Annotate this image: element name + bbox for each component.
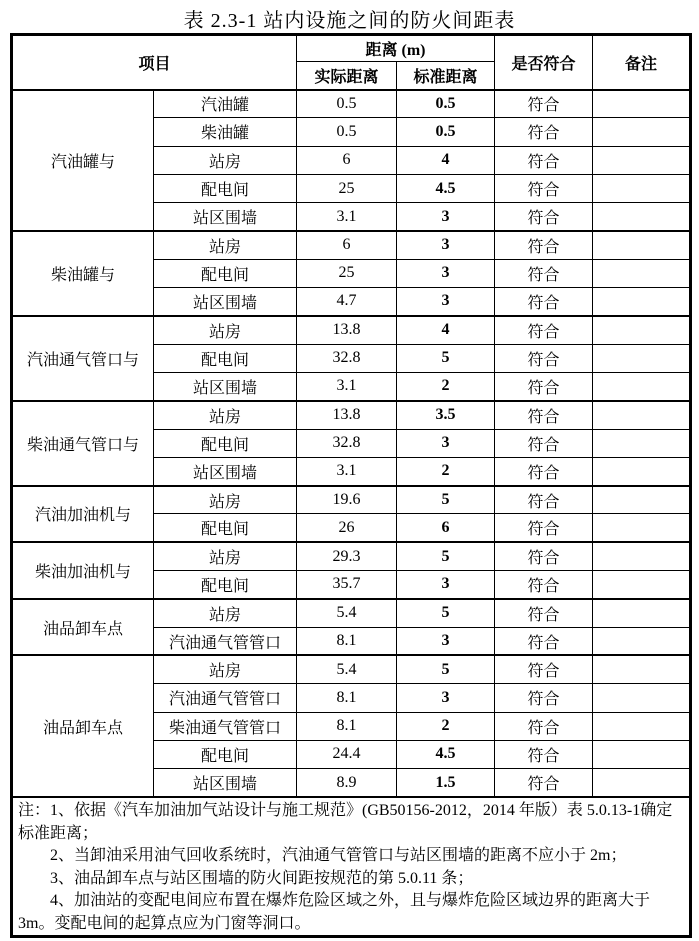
actual-distance-cell: 25 (297, 259, 397, 287)
compliance-cell: 符合 (495, 655, 593, 683)
actual-distance-cell: 0.5 (297, 118, 397, 146)
standard-distance-cell: 0.5 (397, 90, 495, 118)
compliance-cell: 符合 (495, 174, 593, 202)
standard-distance-cell: 3 (397, 259, 495, 287)
group-name-cell: 柴油加油机与 (12, 542, 154, 599)
remark-cell (593, 401, 691, 429)
actual-distance-cell: 35.7 (297, 571, 397, 599)
compliance-cell: 符合 (495, 457, 593, 485)
table-row (12, 655, 691, 683)
compliance-cell: 符合 (495, 627, 593, 655)
actual-distance-cell: 4.7 (297, 288, 397, 316)
compliance-cell: 符合 (495, 599, 593, 627)
remark-cell (593, 486, 691, 514)
actual-distance-cell: 0.5 (297, 90, 397, 118)
compliance-cell: 符合 (495, 231, 593, 259)
note-4: 4、加油站的变配电间应布置在爆炸危险区域之外，且与爆炸危险区域边界的距离大于 3m。变配电间的起算点应为门窗等洞口。 (18, 892, 651, 932)
standard-distance-cell: 3 (397, 429, 495, 457)
remark-cell (593, 316, 691, 344)
item-cell: 站区围墙 (154, 288, 297, 316)
item-cell: 配电间 (154, 740, 297, 768)
actual-distance-cell: 5.4 (297, 599, 397, 627)
item-cell: 站房 (154, 146, 297, 174)
standard-distance-cell: 4.5 (397, 174, 495, 202)
item-cell: 站房 (154, 486, 297, 514)
remark-cell (593, 259, 691, 287)
table-row (12, 599, 691, 627)
compliance-cell: 符合 (495, 203, 593, 231)
standard-distance-cell: 5 (397, 344, 495, 372)
item-cell: 柴油通气管管口 (154, 712, 297, 740)
item-cell: 站房 (154, 316, 297, 344)
standard-distance-cell: 2 (397, 372, 495, 400)
standard-distance-cell: 3 (397, 684, 495, 712)
actual-distance-cell: 8.9 (297, 769, 397, 797)
compliance-cell: 符合 (495, 769, 593, 797)
group-name-cell: 汽油通气管口与 (12, 316, 154, 401)
standard-distance-cell: 5 (397, 599, 495, 627)
actual-distance-cell: 5.4 (297, 655, 397, 683)
compliance-cell: 符合 (495, 288, 593, 316)
remark-cell (593, 118, 691, 146)
compliance-cell: 符合 (495, 740, 593, 768)
actual-distance-cell: 32.8 (297, 344, 397, 372)
item-cell: 站房 (154, 599, 297, 627)
note-3: 3、油品卸车点与站区围墙的防火间距按规范的第 5.0.11 条； (50, 869, 474, 887)
compliance-cell: 符合 (495, 118, 593, 146)
compliance-cell: 符合 (495, 571, 593, 599)
item-cell: 汽油通气管管口 (154, 684, 297, 712)
actual-distance-cell: 8.1 (297, 684, 397, 712)
item-cell: 配电间 (154, 344, 297, 372)
item-cell: 柴油罐 (154, 118, 297, 146)
fire-distance-table (10, 33, 692, 938)
item-cell: 配电间 (154, 514, 297, 542)
compliance-cell: 符合 (495, 90, 593, 118)
header-distance: 距离 (m) (297, 35, 495, 62)
note-1: 注：1、依据《汽车加油加气站设计与施工规范》(GB50156-2012，2014 年版）表 5.0.13-1确定标准距离； (18, 801, 673, 842)
table-row (12, 90, 691, 118)
actual-distance-cell: 3.1 (297, 457, 397, 485)
table-row (12, 231, 691, 259)
table-row (12, 316, 691, 344)
actual-distance-cell: 13.8 (297, 316, 397, 344)
page-title: 表 2.3-1 站内设施之间的防火间距表 (183, 10, 516, 32)
group-name-cell: 柴油通气管口与 (12, 401, 154, 486)
actual-distance-cell: 26 (297, 514, 397, 542)
standard-distance-cell: 3 (397, 571, 495, 599)
compliance-cell: 符合 (495, 486, 593, 514)
standard-distance-cell: 1.5 (397, 769, 495, 797)
remark-cell (593, 712, 691, 740)
standard-distance-cell: 2 (397, 457, 495, 485)
item-cell: 站区围墙 (154, 203, 297, 231)
standard-distance-cell: 5 (397, 486, 495, 514)
table-row (12, 542, 691, 570)
compliance-cell: 符合 (495, 684, 593, 712)
compliance-cell: 符合 (495, 712, 593, 740)
compliance-cell: 符合 (495, 344, 593, 372)
actual-distance-cell: 3.1 (297, 372, 397, 400)
group-name-cell: 汽油加油机与 (12, 486, 154, 543)
remark-cell (593, 542, 691, 570)
group-name-cell: 汽油罐与 (12, 90, 154, 231)
notes-cell (12, 797, 691, 937)
item-cell: 站房 (154, 542, 297, 570)
header-project: 项目 (12, 35, 297, 90)
remark-cell (593, 429, 691, 457)
table-row (12, 401, 691, 429)
standard-distance-cell: 3 (397, 203, 495, 231)
actual-distance-cell: 13.8 (297, 401, 397, 429)
group-name-cell: 柴油罐与 (12, 231, 154, 316)
remark-cell (593, 655, 691, 683)
standard-distance-cell: 0.5 (397, 118, 495, 146)
item-cell: 配电间 (154, 429, 297, 457)
standard-distance-cell: 3 (397, 231, 495, 259)
compliance-cell: 符合 (495, 429, 593, 457)
header-remark: 备注 (593, 35, 691, 90)
item-cell: 汽油通气管管口 (154, 627, 297, 655)
actual-distance-cell: 6 (297, 231, 397, 259)
remark-cell (593, 203, 691, 231)
standard-distance-cell: 2 (397, 712, 495, 740)
compliance-cell: 符合 (495, 259, 593, 287)
remark-cell (593, 457, 691, 485)
standard-distance-cell: 3.5 (397, 401, 495, 429)
standard-distance-cell: 6 (397, 514, 495, 542)
remark-cell (593, 740, 691, 768)
actual-distance-cell: 8.1 (297, 627, 397, 655)
remark-cell (593, 90, 691, 118)
compliance-cell: 符合 (495, 372, 593, 400)
standard-distance-cell: 3 (397, 627, 495, 655)
item-cell: 站区围墙 (154, 769, 297, 797)
item-cell: 汽油罐 (154, 90, 297, 118)
note-2: 2、当卸油采用油气回收系统时，汽油通气管管口与站区围墙的距离不应小于 2m； (50, 847, 627, 865)
remark-cell (593, 684, 691, 712)
remark-cell (593, 146, 691, 174)
item-cell: 站房 (154, 401, 297, 429)
item-cell: 站房 (154, 231, 297, 259)
item-cell: 站区围墙 (154, 372, 297, 400)
actual-distance-cell: 19.6 (297, 486, 397, 514)
table-notes-row (12, 797, 691, 937)
remark-cell (593, 627, 691, 655)
remark-cell (593, 599, 691, 627)
item-cell: 配电间 (154, 571, 297, 599)
item-cell: 站房 (154, 655, 297, 683)
standard-distance-cell: 3 (397, 288, 495, 316)
standard-distance-cell: 4.5 (397, 740, 495, 768)
remark-cell (593, 174, 691, 202)
actual-distance-cell: 25 (297, 174, 397, 202)
actual-distance-cell: 8.1 (297, 712, 397, 740)
group-name-cell: 油品卸车点 (12, 655, 154, 796)
actual-distance-cell: 24.4 (297, 740, 397, 768)
table-row (12, 486, 691, 514)
standard-distance-cell: 4 (397, 146, 495, 174)
actual-distance-cell: 6 (297, 146, 397, 174)
standard-distance-cell: 5 (397, 542, 495, 570)
compliance-cell: 符合 (495, 401, 593, 429)
item-cell: 配电间 (154, 259, 297, 287)
remark-cell (593, 769, 691, 797)
compliance-cell: 符合 (495, 542, 593, 570)
standard-distance-cell: 4 (397, 316, 495, 344)
header-actual-distance: 实际距离 (297, 62, 397, 90)
remark-cell (593, 288, 691, 316)
remark-cell (593, 514, 691, 542)
actual-distance-cell: 29.3 (297, 542, 397, 570)
remark-cell (593, 344, 691, 372)
compliance-cell: 符合 (495, 146, 593, 174)
actual-distance-cell: 3.1 (297, 203, 397, 231)
group-name-cell: 油品卸车点 (12, 599, 154, 656)
header-standard-distance: 标准距离 (397, 62, 495, 90)
remark-cell (593, 571, 691, 599)
standard-distance-cell: 5 (397, 655, 495, 683)
remark-cell (593, 372, 691, 400)
compliance-cell: 符合 (495, 316, 593, 344)
compliance-cell: 符合 (495, 514, 593, 542)
actual-distance-cell: 32.8 (297, 429, 397, 457)
item-cell: 站区围墙 (154, 457, 297, 485)
header-compliance: 是否符合 (495, 35, 593, 90)
item-cell: 配电间 (154, 174, 297, 202)
remark-cell (593, 231, 691, 259)
